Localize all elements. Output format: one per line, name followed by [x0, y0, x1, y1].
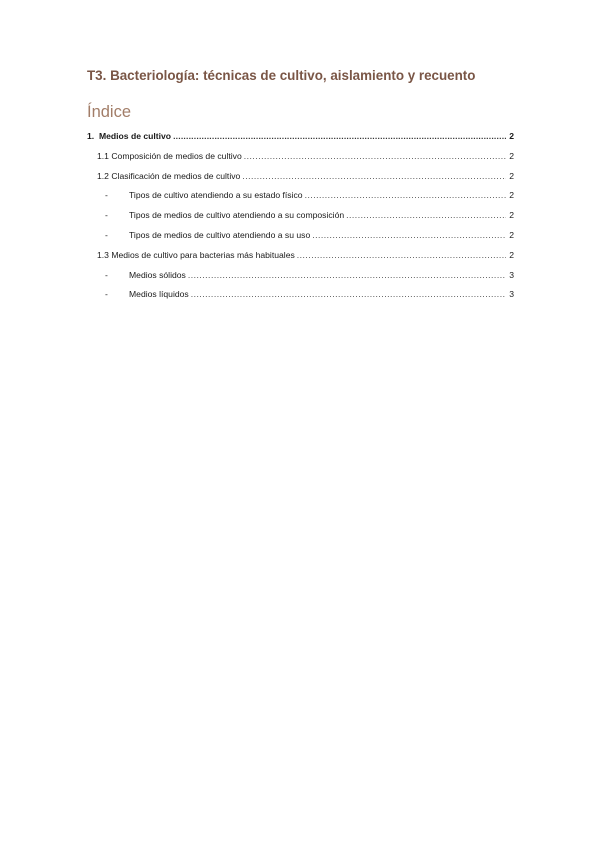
toc-entry-medios-solidos[interactable] [87, 270, 514, 290]
toc-entry-label: Medios sólidos [129, 269, 186, 280]
toc-entry-composicion-tipos[interactable] [87, 210, 514, 230]
toc-dot-leader [242, 171, 506, 181]
toc-entry-label: 1.1 Composición de medios de cultivo [97, 150, 242, 161]
toc-entry-label: Medios líquidos [129, 289, 189, 300]
page-title: T3. Bacteriología: técnicas de cultivo, aislamiento y recuento [87, 68, 476, 83]
toc-entry-label: 1.2 Clasificación de medios de cultivo [97, 170, 241, 181]
toc-dot-leader [312, 230, 506, 240]
table-of-contents [87, 131, 514, 309]
toc-dot-leader [244, 151, 506, 161]
toc-entry-medios-de-cultivo[interactable] [87, 131, 514, 151]
toc-entry-uso[interactable] [87, 230, 514, 250]
toc-dot-leader [305, 190, 506, 200]
toc-page-number: 2 [509, 210, 514, 221]
toc-heading: Índice [87, 103, 132, 121]
toc-bullet: - [105, 289, 108, 300]
toc-page-number: 2 [509, 170, 514, 181]
toc-bullet: - [105, 210, 108, 221]
toc-page-number: 2 [509, 249, 514, 260]
toc-bullet: - [105, 190, 108, 201]
toc-page-number: 2 [509, 229, 514, 240]
toc-page-number: 2 [509, 131, 514, 141]
toc-entry-label: 1.3 Medios de cultivo para bacterias más habituales [97, 249, 295, 260]
toc-page-number: 3 [509, 289, 514, 300]
toc-entry-label: Tipos de medios de cultivo atendiendo a su composición [129, 210, 345, 221]
toc-entry-composicion[interactable] [87, 151, 514, 171]
toc-entry-number: 1. Medios de cultivo [87, 131, 172, 141]
toc-bullet: - [105, 229, 108, 240]
toc-dot-leader [346, 210, 506, 220]
toc-bullet: - [105, 269, 108, 280]
toc-dot-leader [188, 270, 506, 280]
toc-page-number: 3 [509, 269, 514, 280]
toc-dot-leader [191, 289, 506, 299]
toc-entry-medios-liquidos[interactable] [87, 289, 514, 309]
toc-page-number: 2 [509, 190, 514, 201]
toc-entry-label: Medios de cultivo [98, 131, 172, 141]
toc-page-number: 2 [509, 150, 514, 161]
toc-entry-estado-fisico[interactable] [87, 190, 514, 210]
toc-entry-label: Tipos de medios de cultivo atendiendo a su uso [129, 229, 311, 240]
toc-entry-bacterias-habituales[interactable] [87, 250, 514, 270]
toc-entry-clasificacion[interactable] [87, 171, 514, 191]
toc-dot-leader [173, 131, 506, 141]
toc-dot-leader [297, 250, 506, 260]
toc-entry-label: Tipos de cultivo atendiendo a su estado físico [129, 190, 303, 201]
